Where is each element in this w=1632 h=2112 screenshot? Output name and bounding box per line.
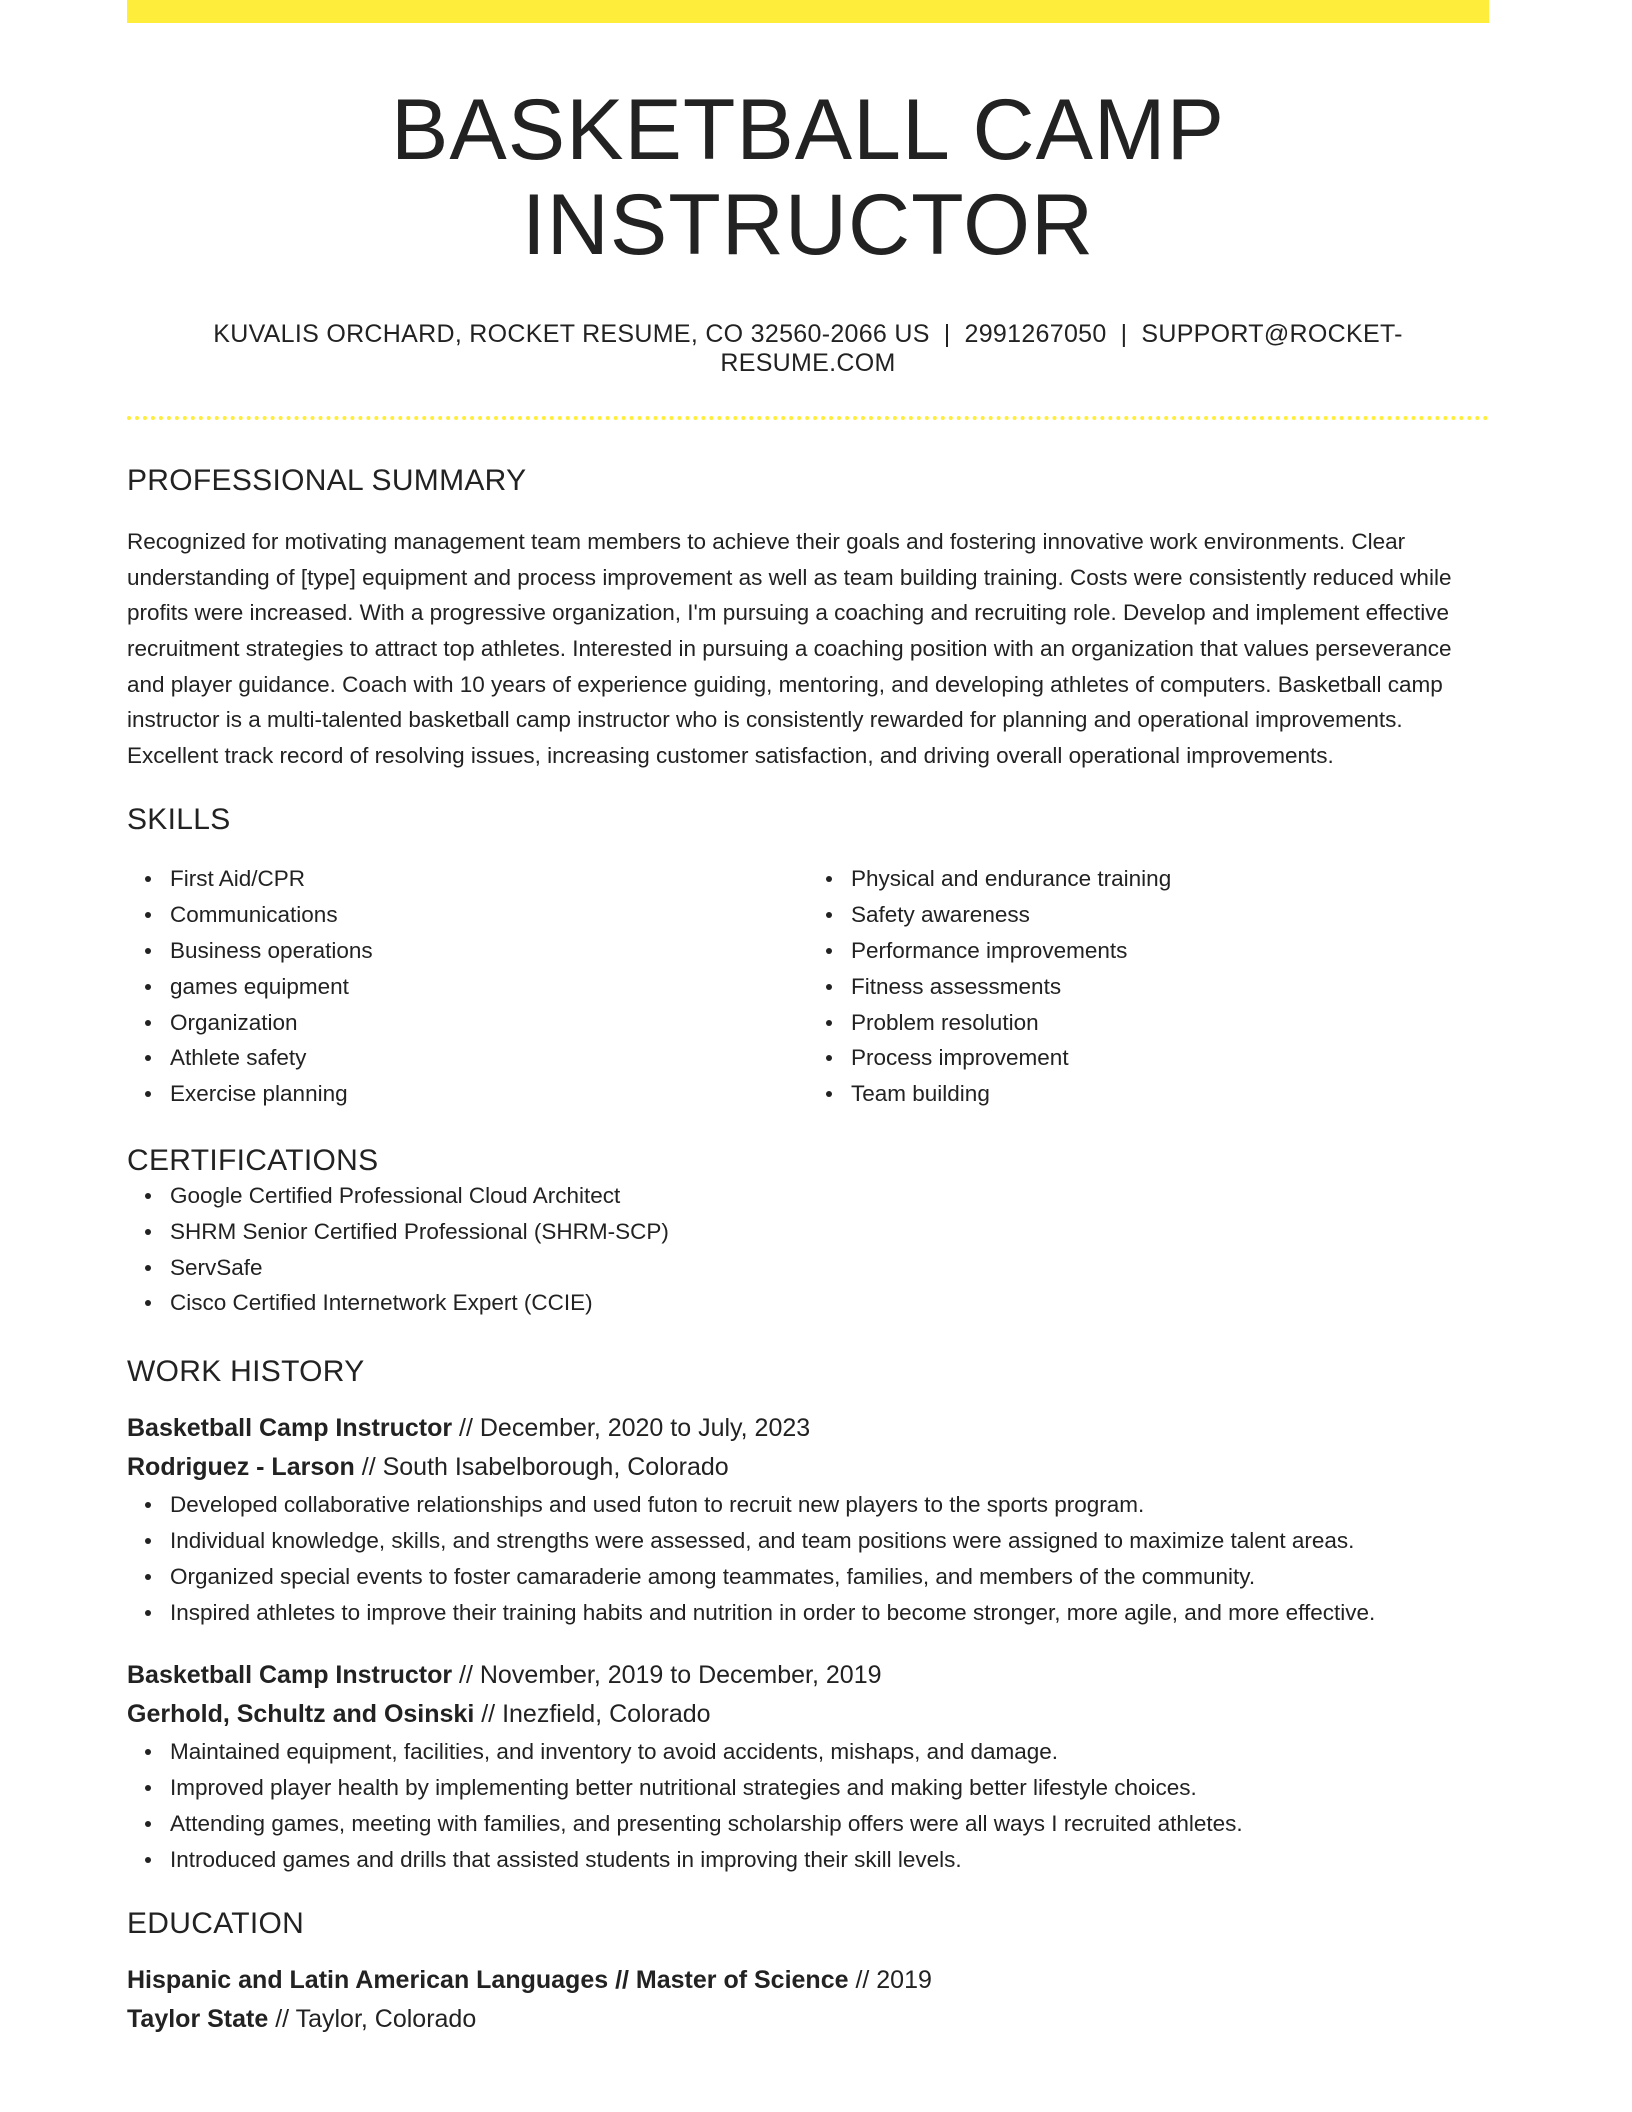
certification-item: Cisco Certified Internetwork Expert (CCIE) bbox=[170, 1285, 1489, 1321]
job-duties-list bbox=[127, 1487, 1489, 1630]
job-duty-item: Inspired athletes to improve their training habits and nutrition in order to become stronger, more agile, and more effective. bbox=[170, 1595, 1489, 1631]
resume-page bbox=[127, 0, 1489, 2039]
certifications-heading: CERTIFICATIONS bbox=[127, 1143, 379, 1177]
skills-right-column bbox=[808, 861, 1489, 1112]
job-dates: // December, 2020 to July, 2023 bbox=[452, 1414, 811, 1443]
job-entry bbox=[127, 1656, 1489, 1877]
job-duty-item: Introduced games and drills that assisted students in improving their skill levels. bbox=[170, 1842, 1489, 1878]
summary-heading: PROFESSIONAL SUMMARY bbox=[127, 464, 527, 498]
skill-item: Physical and endurance training bbox=[851, 861, 1489, 897]
job-duty-item: Attending games, meeting with families, and presenting scholarship offers were all ways I recruited athletes. bbox=[170, 1806, 1489, 1842]
certifications-section bbox=[127, 1144, 1489, 1321]
skill-item: Safety awareness bbox=[851, 897, 1489, 933]
skill-item: Problem resolution bbox=[851, 1005, 1489, 1041]
work-history-section bbox=[127, 1355, 1489, 1877]
job-role-line bbox=[127, 1409, 1489, 1448]
education-section bbox=[127, 1907, 1489, 2039]
job-company: Gerhold, Schultz and Osinski bbox=[127, 1700, 475, 1729]
contact-separator: | bbox=[943, 320, 951, 349]
job-company-line bbox=[127, 1448, 1489, 1487]
summary-section bbox=[127, 464, 1489, 773]
skill-item: Athlete safety bbox=[170, 1040, 808, 1076]
skill-item: Process improvement bbox=[851, 1040, 1489, 1076]
work-history-heading: WORK HISTORY bbox=[127, 1355, 365, 1389]
job-location: // Inezfield, Colorado bbox=[474, 1700, 711, 1729]
job-duty-item: Organized special events to foster camaraderie among teammates, families, and members of the community. bbox=[170, 1559, 1489, 1595]
job-duty-item: Improved player health by implementing better nutritional strategies and making better lifestyle choices. bbox=[170, 1770, 1489, 1806]
contact-line bbox=[127, 320, 1489, 378]
education-school: Taylor State bbox=[127, 2005, 269, 2034]
education-degree-line bbox=[127, 1961, 1489, 2000]
contact-email: SUPPORT@ROCKET-RESUME.COM bbox=[720, 320, 1403, 378]
summary-text: Recognized for motivating management team members to achieve their goals and fostering innovative work environments. Clear understanding of [type] equipment and process improvement as well as team building training. Costs were consistently reduced while profits were increased. With a progressive organization, I'm pursuing a coaching and recruiting role. Develop and implement effective recruitment strategies to attract top athletes. Interested in pursuing a coaching position with an organization that values perseverance and player guidance. Coach with 10 years of experience guiding, mentoring, and developing athletes of computers. Basketball camp instructor is a multi-talented basketball camp instructor who is consistently rewarded for planning and operational improvements. Excellent track record of resolving issues, increasing customer satisfaction, and driving overall operational improvements. bbox=[127, 529, 1452, 768]
contact-phone: 2991267050 bbox=[964, 320, 1107, 349]
skill-item: Communications bbox=[170, 897, 808, 933]
skill-item: games equipment bbox=[170, 969, 808, 1005]
skill-item: Fitness assessments bbox=[851, 969, 1489, 1005]
contact-separator: | bbox=[1120, 320, 1128, 349]
education-year: // 2019 bbox=[848, 1966, 932, 1995]
top-accent-bar bbox=[127, 0, 1489, 23]
education-school-line bbox=[127, 2000, 1489, 2039]
education-entry bbox=[127, 1961, 1489, 2039]
certification-item: ServSafe bbox=[170, 1250, 1489, 1286]
skill-item: Team building bbox=[851, 1076, 1489, 1112]
resume-title: BASKETBALL CAMP INSTRUCTOR bbox=[391, 82, 1225, 273]
skills-heading: SKILLS bbox=[127, 803, 231, 837]
skills-left-column bbox=[127, 861, 808, 1112]
education-location: // Taylor, Colorado bbox=[268, 2005, 477, 2034]
certification-item: SHRM Senior Certified Professional (SHRM-SCP) bbox=[170, 1214, 1489, 1250]
certification-item: Google Certified Professional Cloud Architect bbox=[170, 1178, 1489, 1214]
skill-item: First Aid/CPR bbox=[170, 861, 808, 897]
job-duty-item: Individual knowledge, skills, and strengths were assessed, and team positions were assigned to maximize talent areas. bbox=[170, 1523, 1489, 1559]
job-duty-item: Developed collaborative relationships and used futon to recruit new players to the sports program. bbox=[170, 1487, 1489, 1523]
skill-item: Performance improvements bbox=[851, 933, 1489, 969]
job-entry bbox=[127, 1409, 1489, 1630]
skill-item: Exercise planning bbox=[170, 1076, 808, 1112]
skills-grid bbox=[127, 861, 1489, 1112]
job-company: Rodriguez - Larson bbox=[127, 1453, 355, 1482]
education-degree: Hispanic and Latin American Languages // Master of Science bbox=[127, 1966, 849, 1995]
job-role: Basketball Camp Instructor bbox=[127, 1661, 453, 1690]
job-duties-list bbox=[127, 1734, 1489, 1877]
contact-address: KUVALIS ORCHARD, ROCKET RESUME, CO 32560-2066 US bbox=[213, 320, 930, 349]
skill-item: Organization bbox=[170, 1005, 808, 1041]
header-divider bbox=[127, 416, 1489, 420]
job-dates: // November, 2019 to December, 2019 bbox=[452, 1661, 882, 1690]
job-company-line bbox=[127, 1695, 1489, 1734]
job-role: Basketball Camp Instructor bbox=[127, 1414, 453, 1443]
certifications-list bbox=[127, 1178, 1489, 1321]
job-role-line bbox=[127, 1656, 1489, 1695]
education-heading: EDUCATION bbox=[127, 1907, 305, 1941]
skill-item: Business operations bbox=[170, 933, 808, 969]
job-duty-item: Maintained equipment, facilities, and inventory to avoid accidents, mishaps, and damage. bbox=[170, 1734, 1489, 1770]
job-location: // South Isabelborough, Colorado bbox=[354, 1453, 729, 1482]
skills-section bbox=[127, 803, 1489, 1112]
